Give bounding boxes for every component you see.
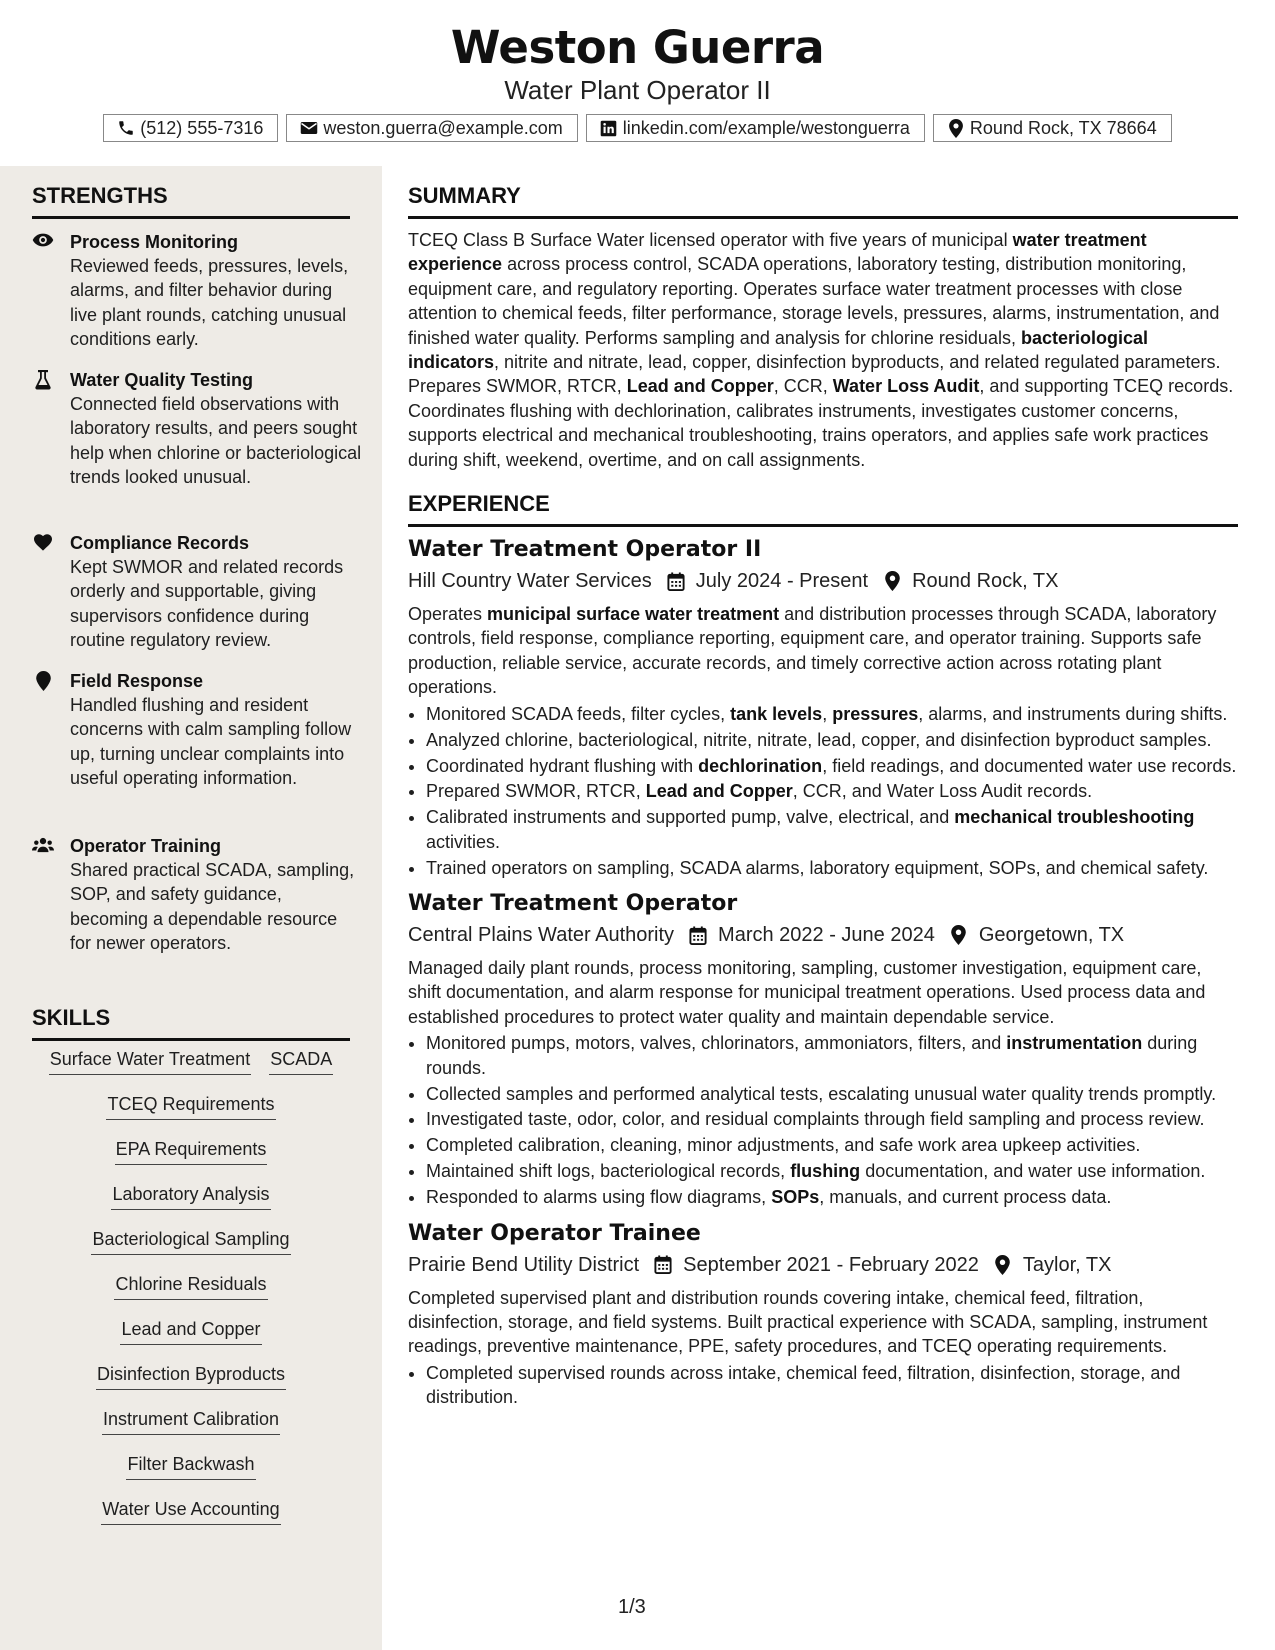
list-item (426, 1031, 1238, 1080)
job-entry (408, 536, 1238, 880)
experience-heading: EXPERIENCE (408, 490, 1238, 527)
strength-item (32, 368, 362, 490)
map-marker-icon (32, 671, 54, 693)
map-pin-icon (882, 571, 902, 591)
emphasis-text: pressures (832, 703, 919, 724)
skill-row (32, 1316, 350, 1361)
emphasis-text: flushing (790, 1161, 861, 1182)
skill-tag: Lead and Copper (120, 1316, 261, 1345)
job-role: Water Plant Operator II (504, 75, 771, 105)
text-segment: , nitrite and nitrate, lead, copper, disinfection byproducts, and related regulated parameters. Prepares SWMOR, RTCR, (408, 352, 1221, 397)
text-segment: during rounds. (426, 1033, 1198, 1078)
skill-tag: Surface Water Treatment (49, 1046, 251, 1075)
summary-text (408, 228, 1238, 472)
contact-phone-text: (512) 555-7316 (140, 117, 264, 138)
job-description (408, 956, 1238, 1029)
skill-tag: Laboratory Analysis (111, 1181, 270, 1210)
text-segment: Calibrated instruments and supported pump, valve, electrical, and (426, 807, 955, 828)
emphasis-text: municipal surface water treatment (487, 604, 780, 625)
experience-list (408, 536, 1238, 1410)
list-item (426, 779, 1238, 803)
emphasis-text: dechlorination (698, 755, 823, 776)
text-segment: Completed supervised rounds across intake, chemical feed, filtration, disinfection, storage, and distribution. (426, 1362, 1181, 1408)
skill-row (32, 1451, 350, 1496)
job-bullets (408, 1031, 1238, 1209)
page-indicator: 1/3 (618, 1596, 646, 1618)
text-segment: Responded to alarms using flow diagrams, (426, 1187, 772, 1208)
job-title: Water Operator Trainee (408, 1220, 701, 1246)
list-item (426, 1133, 1238, 1157)
job-meta (408, 920, 1238, 950)
text-segment: documentation, and water use information. (860, 1161, 1206, 1182)
emphasis-text: Lead and Copper (645, 781, 793, 802)
text-segment: , CCR, and Water Loss Audit records. (792, 781, 1093, 802)
job-description (408, 602, 1238, 700)
summary-heading: SUMMARY (408, 182, 1238, 219)
job-bullets (408, 1361, 1238, 1410)
strength-title: Water Quality Testing (70, 370, 254, 390)
map-pin-icon (949, 925, 969, 945)
job-title: Water Treatment Operator II (408, 537, 762, 563)
candidate-name: Weston Guerra (450, 21, 825, 74)
emphasis-text: SOPs (771, 1187, 820, 1208)
job-title: Water Treatment Operator (408, 891, 738, 917)
text-segment: Trained operators on sampling, SCADA alarms, laboratory equipment, SOPs, and chemical safety. (426, 857, 1209, 878)
skill-row (32, 1181, 350, 1226)
job-location: Taylor, TX (1022, 1253, 1112, 1276)
text-segment: Operates (408, 604, 488, 625)
job-dates: September 2021 - February 2022 (683, 1253, 979, 1276)
emphasis-text: bacteriological indicators (408, 327, 1148, 373)
skill-row (32, 1271, 350, 1316)
skill-tag: Disinfection Byproducts (96, 1361, 286, 1390)
skill-row (32, 1136, 350, 1181)
contact-location[interactable] (933, 114, 1172, 142)
list-item (426, 1082, 1238, 1106)
job-bullets (408, 702, 1238, 880)
strength-title: Compliance Records (70, 533, 250, 553)
skills-list (32, 1046, 350, 1541)
calendar-icon (653, 1255, 673, 1275)
main-content (408, 182, 1238, 1411)
emphasis-text: mechanical troubleshooting (954, 807, 1195, 828)
strength-title: Process Monitoring (70, 232, 239, 252)
emphasis-text: instrumentation (1006, 1033, 1143, 1054)
strengths-heading: STRENGTHS (32, 182, 350, 219)
map-pin-icon (946, 118, 966, 138)
job-location: Georgetown, TX (978, 924, 1125, 947)
skill-tag: TCEQ Requirements (106, 1091, 275, 1120)
text-segment: Completed supervised plant and distribution rounds covering intake, chemical feed, filtration, disinfection, storage, and field systems. Built practical experience with SCADA, sampling, instrument readings, preventive maintenance, PPE, safety procedures, and TCEQ operating requirements. (408, 1287, 1208, 1357)
skill-tag: Bacteriological Sampling (91, 1226, 290, 1255)
job-company: Prairie Bend Utility District (408, 1253, 640, 1276)
text-segment: , alarms, and instruments during shifts. (918, 703, 1228, 724)
map-pin-icon (993, 1255, 1013, 1275)
list-item (426, 1107, 1238, 1131)
job-meta (408, 566, 1238, 596)
strength-title: Operator Training (70, 836, 222, 856)
text-segment: Investigated taste, odor, color, and residual complaints through field sampling and process review. (426, 1109, 1205, 1130)
skills-heading: SKILLS (32, 1004, 350, 1041)
job-entry (408, 1220, 1238, 1410)
text-segment: and distribution processes through SCADA, laboratory controls, field response, compliance reporting, equipment care, and operator training. Supports safe production, reliable service, accurate records, and timely corrective action across rotating plant operations. (408, 604, 1217, 698)
strength-item (32, 531, 362, 653)
strength-desc: Kept SWMOR and related records orderly and supportable, giving supervisors confidence during routine regulatory review. (70, 557, 344, 651)
list-item (426, 1185, 1238, 1209)
skill-tag: EPA Requirements (115, 1136, 268, 1165)
emphasis-text: tank levels (730, 703, 823, 724)
skill-tag: Filter Backwash (126, 1451, 255, 1480)
text-segment: TCEQ Class B Surface Water licensed operator with five years of municipal (408, 230, 1013, 250)
text-segment: activities. (426, 831, 501, 852)
text-segment: , manuals, and current process data. (819, 1187, 1112, 1208)
emphasis-text: Lead and Copper (626, 376, 774, 397)
strength-desc: Reviewed feeds, pressures, levels, alarms, and filter behavior during live plant rounds, catching unusual conditions early. (70, 256, 349, 350)
strength-item (32, 230, 362, 352)
envelope-icon (299, 118, 319, 138)
skill-tag: Chlorine Residuals (114, 1271, 267, 1300)
list-item (426, 856, 1238, 880)
strength-item (32, 669, 362, 791)
skill-tag: Water Use Accounting (101, 1496, 280, 1525)
text-segment: Completed calibration, cleaning, minor adjustments, and safe work area upkeep activities. (426, 1135, 1141, 1156)
linkedin-icon (599, 118, 619, 138)
strength-desc: Handled flushing and resident concerns with calm sampling follow up, turning unclear complaints into useful operating information. (70, 695, 352, 789)
eye-icon (32, 232, 54, 254)
contact-bar (0, 114, 1275, 142)
calendar-icon (666, 571, 686, 591)
job-company: Hill Country Water Services (408, 570, 652, 593)
contact-linkedin-text: linkedin.com/example/westonguerra (622, 117, 910, 138)
text-segment: , (822, 703, 833, 724)
text-segment: Maintained shift logs, bacteriological records, (426, 1161, 791, 1182)
emphasis-text: Water Loss Audit (832, 376, 980, 397)
text-segment: Prepared SWMOR, RTCR, (426, 781, 646, 802)
contact-email[interactable] (286, 114, 577, 142)
phone-icon (116, 118, 136, 138)
users-icon (32, 836, 54, 858)
job-meta (408, 1250, 1238, 1280)
text-segment: Monitored pumps, motors, valves, chlorinators, ammoniators, filters, and (426, 1033, 1007, 1054)
skill-row (32, 1361, 350, 1406)
text-segment: across process control, SCADA operations, laboratory testing, distribution monitoring, equipment care, and regulatory reporting. Operates surface water treatment processes with close attention to chemical feeds, filter performance, storage levels, pressures, alarms, instrumentation, and finished water quality. Performs sampling and analysis for chlorine residuals, (408, 254, 1220, 348)
strength-item (32, 834, 362, 956)
job-dates: March 2022 - June 2024 (718, 924, 935, 947)
skill-tag: Instrument Calibration (102, 1406, 280, 1435)
skill-row (32, 1091, 350, 1136)
skill-row (32, 1046, 350, 1091)
list-item (426, 702, 1238, 726)
strength-title: Field Response (70, 671, 204, 691)
text-segment: , CCR, (773, 376, 833, 397)
strength-desc: Connected field observations with laboratory results, and peers sought help when chlorine or bacteriological trends looked unusual. (70, 394, 362, 488)
job-location: Round Rock, TX (912, 570, 1059, 593)
skill-row (32, 1226, 350, 1271)
text-segment: Analyzed chlorine, bacteriological, nitrite, nitrate, lead, copper, and disinfection byproduct samples. (426, 729, 1212, 750)
list-item (426, 1159, 1238, 1183)
job-company: Central Plains Water Authority (408, 924, 675, 947)
skill-tag: SCADA (269, 1046, 333, 1075)
text-segment: Monitored SCADA feeds, filter cycles, (426, 703, 731, 724)
text-segment: Managed daily plant rounds, process monitoring, sampling, customer investigation, equipment care, shift documentation, and alarm response for municipal treatment operations. Used process data and established procedures to protect water quality and maintain dependable service. (408, 958, 1206, 1027)
flask-icon (32, 370, 54, 392)
text-segment: Coordinated hydrant flushing with (426, 755, 699, 776)
emphasis-text: water treatment experience (408, 230, 1147, 275)
list-item (426, 1361, 1238, 1410)
list-item (426, 728, 1238, 752)
job-dates: July 2024 - Present (695, 570, 869, 593)
list-item (426, 754, 1238, 778)
text-segment: , field readings, and documented water use records. (822, 755, 1237, 776)
calendar-icon (688, 925, 708, 945)
text-segment: Collected samples and performed analytical tests, escalating unusual water quality trends promptly. (426, 1083, 1217, 1104)
contact-location-text: Round Rock, TX 78664 (969, 117, 1157, 138)
job-description (408, 1286, 1238, 1359)
contact-phone[interactable] (103, 114, 278, 142)
heart-icon (32, 533, 54, 555)
strength-desc: Shared practical SCADA, sampling, SOP, and safety guidance, becoming a dependable resource for newer operators. (70, 860, 355, 954)
list-item (426, 805, 1238, 854)
skill-row (32, 1496, 350, 1541)
contact-linkedin[interactable] (586, 114, 925, 142)
contact-email-text: weston.guerra@example.com (323, 117, 563, 138)
job-entry (408, 890, 1238, 1210)
text-segment: , and supporting TCEQ records. Coordinates flushing with dechlorination, calibrates instruments, investigates customer concerns, supports electrical and mechanical troubleshooting, trains operators, and applies safe work practices during shift, weekend, overtime, and on call assignments. (408, 376, 1234, 470)
skill-row (32, 1406, 350, 1451)
